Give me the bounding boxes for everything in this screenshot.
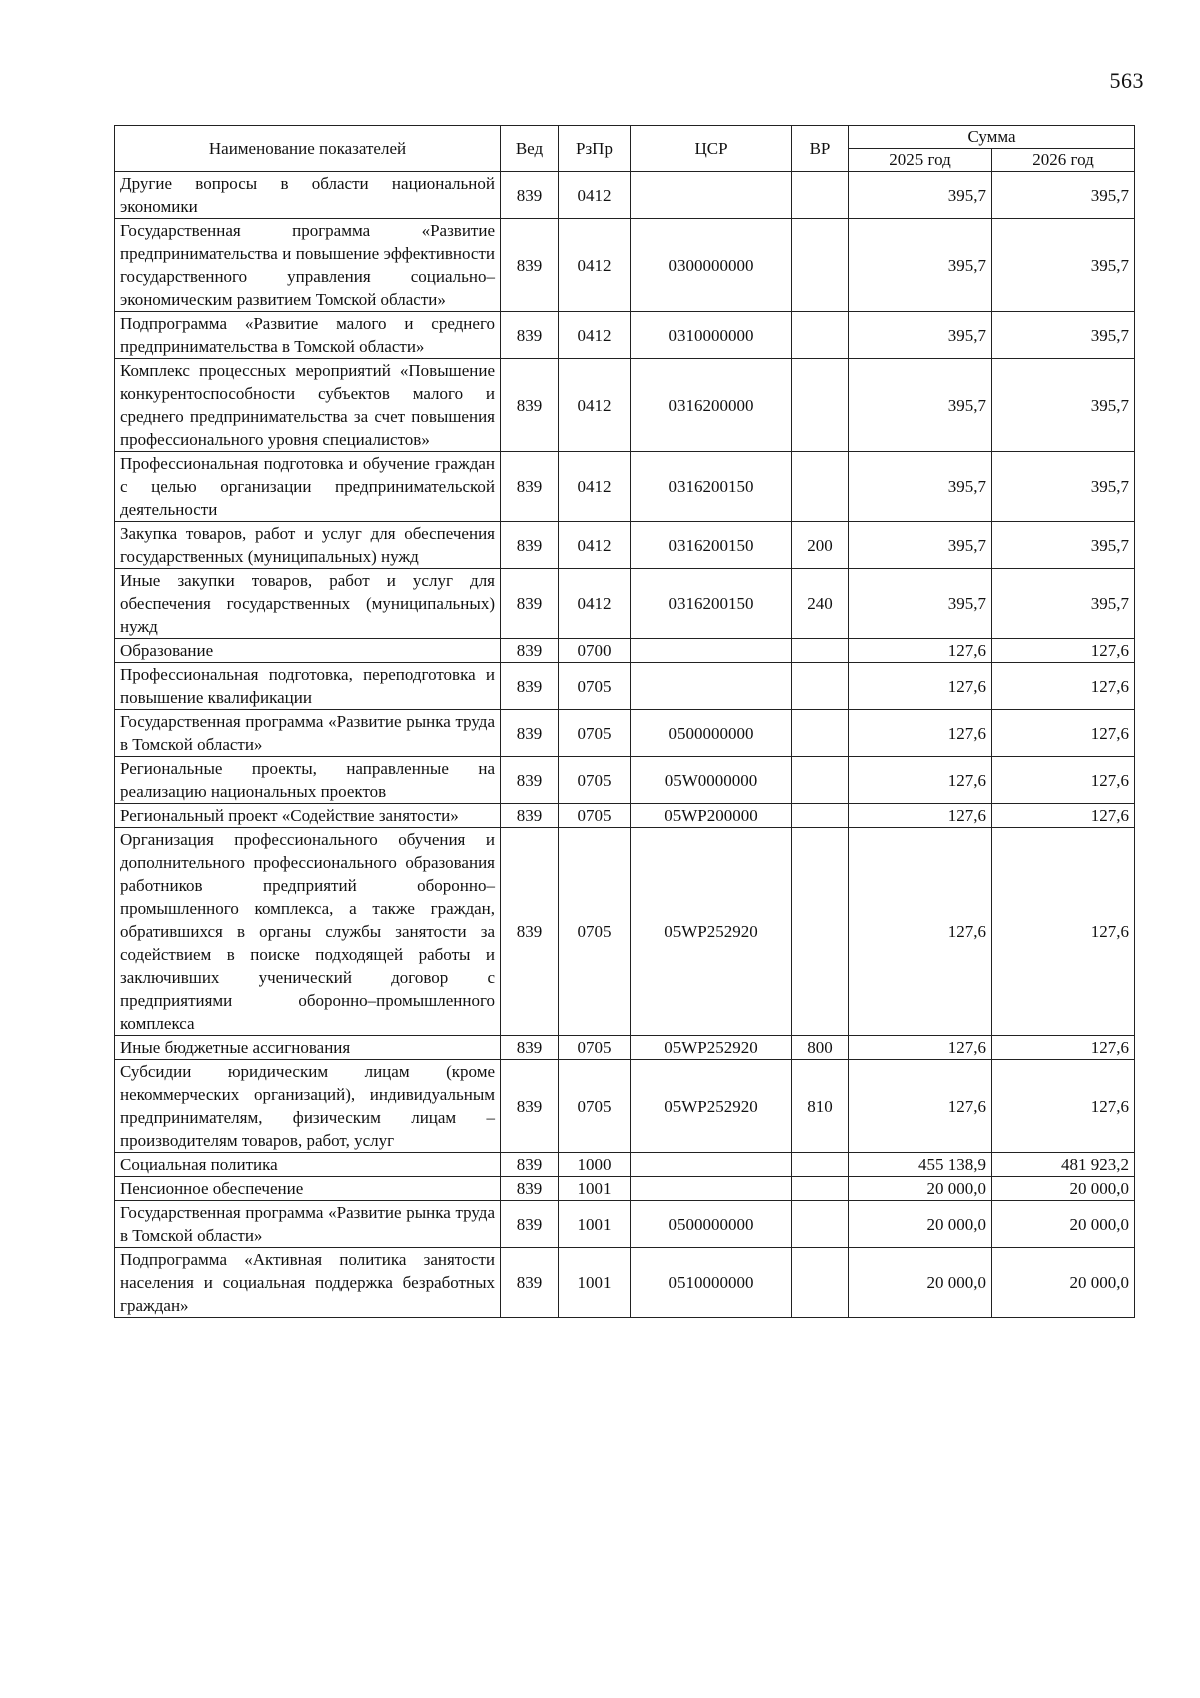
cell-sum-2025: 20 000,0 <box>849 1201 992 1248</box>
cell-ved: 839 <box>501 1036 559 1060</box>
cell-csr: 05WP252920 <box>631 1060 792 1153</box>
cell-vr: 800 <box>792 1036 849 1060</box>
cell-name: Государственная программа «Развитие рынка труда в Томской области» <box>115 710 501 757</box>
cell-sum-2026: 395,7 <box>992 312 1135 359</box>
cell-name: Государственная программа «Развитие предпринимательства и повышение эффективности государственного управления социально–экономическим развитием Томской области» <box>115 219 501 312</box>
cell-csr: 0316200000 <box>631 359 792 452</box>
cell-vr <box>792 639 849 663</box>
cell-csr <box>631 1153 792 1177</box>
cell-sum-2025: 127,6 <box>849 710 992 757</box>
cell-sum-2026: 20 000,0 <box>992 1177 1135 1201</box>
cell-vr <box>792 1153 849 1177</box>
header-rzpr: РзПр <box>559 126 631 172</box>
cell-csr: 05WP252920 <box>631 828 792 1036</box>
header-sum: Сумма <box>849 126 1135 149</box>
cell-name: Закупка товаров, работ и услуг для обеспечения государственных (муниципальных) нужд <box>115 522 501 569</box>
table-row <box>115 828 1135 1036</box>
cell-sum-2025: 127,6 <box>849 757 992 804</box>
page-number: 563 <box>1109 68 1144 93</box>
cell-ved: 839 <box>501 1153 559 1177</box>
cell-csr: 0316200150 <box>631 522 792 569</box>
cell-vr <box>792 663 849 710</box>
cell-sum-2025: 395,7 <box>849 172 992 219</box>
cell-csr <box>631 639 792 663</box>
cell-name: Образование <box>115 639 501 663</box>
cell-vr <box>792 312 849 359</box>
table-row <box>115 569 1135 639</box>
cell-sum-2025: 395,7 <box>849 569 992 639</box>
cell-vr <box>792 172 849 219</box>
cell-name: Региональный проект «Содействие занятости» <box>115 804 501 828</box>
table-row <box>115 1177 1135 1201</box>
cell-csr: 0500000000 <box>631 1201 792 1248</box>
cell-rzpr: 0705 <box>559 1060 631 1153</box>
cell-sum-2026: 395,7 <box>992 172 1135 219</box>
cell-csr: 05WP252920 <box>631 1036 792 1060</box>
table-header <box>115 126 1135 172</box>
cell-rzpr: 0412 <box>559 172 631 219</box>
cell-ved: 839 <box>501 757 559 804</box>
table-body <box>115 172 1135 1318</box>
cell-rzpr: 0705 <box>559 804 631 828</box>
cell-vr <box>792 1177 849 1201</box>
cell-sum-2025: 127,6 <box>849 1036 992 1060</box>
cell-sum-2026: 20 000,0 <box>992 1201 1135 1248</box>
cell-name: Подпрограмма «Активная политика занятости населения и социальная поддержка безработных граждан» <box>115 1248 501 1318</box>
cell-name: Пенсионное обеспечение <box>115 1177 501 1201</box>
cell-rzpr: 0705 <box>559 710 631 757</box>
cell-csr: 05WP200000 <box>631 804 792 828</box>
cell-ved: 839 <box>501 312 559 359</box>
table-row <box>115 757 1135 804</box>
cell-rzpr: 0705 <box>559 757 631 804</box>
cell-ved: 839 <box>501 1248 559 1318</box>
cell-sum-2025: 395,7 <box>849 359 992 452</box>
cell-ved: 839 <box>501 219 559 312</box>
cell-name: Субсидии юридическим лицам (кроме некоммерческих организаций), индивидуальным предпринимателям, физическим лицам – производителям товаров, работ, услуг <box>115 1060 501 1153</box>
table-row <box>115 710 1135 757</box>
cell-sum-2025: 127,6 <box>849 828 992 1036</box>
header-csr: ЦСР <box>631 126 792 172</box>
cell-name: Профессиональная подготовка, переподготовка и повышение квалификации <box>115 663 501 710</box>
table-row <box>115 312 1135 359</box>
cell-vr <box>792 757 849 804</box>
cell-rzpr: 0700 <box>559 639 631 663</box>
cell-name: Комплекс процессных мероприятий «Повышение конкурентоспособности субъектов малого и среднего предпринимательства за счет повышения профессионального уровня специалистов» <box>115 359 501 452</box>
cell-name: Государственная программа «Развитие рынка труда в Томской области» <box>115 1201 501 1248</box>
cell-sum-2025: 127,6 <box>849 1060 992 1153</box>
table-row <box>115 804 1135 828</box>
cell-name: Иные закупки товаров, работ и услуг для обеспечения государственных (муниципальных) нужд <box>115 569 501 639</box>
cell-rzpr: 0412 <box>559 522 631 569</box>
header-year-2025: 2025 год <box>849 149 992 172</box>
cell-rzpr: 0412 <box>559 219 631 312</box>
cell-name: Профессиональная подготовка и обучение граждан с целью организации предпринимательской деятельности <box>115 452 501 522</box>
cell-ved: 839 <box>501 569 559 639</box>
table-row <box>115 639 1135 663</box>
cell-rzpr: 0412 <box>559 452 631 522</box>
cell-sum-2026: 127,6 <box>992 1060 1135 1153</box>
table-row <box>115 522 1135 569</box>
cell-ved: 839 <box>501 359 559 452</box>
cell-sum-2025: 127,6 <box>849 804 992 828</box>
cell-sum-2025: 455 138,9 <box>849 1153 992 1177</box>
cell-ved: 839 <box>501 663 559 710</box>
cell-sum-2025: 395,7 <box>849 312 992 359</box>
cell-ved: 839 <box>501 828 559 1036</box>
cell-rzpr: 0705 <box>559 1036 631 1060</box>
cell-ved: 839 <box>501 1060 559 1153</box>
cell-csr: 0316200150 <box>631 569 792 639</box>
cell-csr: 0510000000 <box>631 1248 792 1318</box>
cell-rzpr: 0412 <box>559 312 631 359</box>
cell-csr: 0316200150 <box>631 452 792 522</box>
table-row <box>115 219 1135 312</box>
cell-vr <box>792 452 849 522</box>
cell-ved: 839 <box>501 710 559 757</box>
cell-ved: 839 <box>501 639 559 663</box>
cell-name: Организация профессионального обучения и дополнительного профессионального образования работников предприятий оборонно–промышленного комплекса, а также граждан, обратившихся в органы службы занятости за содействием в поиске подходящей работы и заключивших ученический договор с предприятиями оборонно–промышленного комплекса <box>115 828 501 1036</box>
cell-rzpr: 1001 <box>559 1177 631 1201</box>
cell-sum-2026: 481 923,2 <box>992 1153 1135 1177</box>
cell-vr: 200 <box>792 522 849 569</box>
cell-sum-2026: 127,6 <box>992 639 1135 663</box>
table-row <box>115 1248 1135 1318</box>
cell-vr <box>792 804 849 828</box>
table-row <box>115 1036 1135 1060</box>
budget-table <box>114 125 1135 1318</box>
cell-rzpr: 0412 <box>559 359 631 452</box>
cell-name: Иные бюджетные ассигнования <box>115 1036 501 1060</box>
cell-vr <box>792 710 849 757</box>
cell-sum-2026: 127,6 <box>992 1036 1135 1060</box>
header-year-2026: 2026 год <box>992 149 1135 172</box>
cell-sum-2025: 395,7 <box>849 219 992 312</box>
table-row <box>115 663 1135 710</box>
cell-csr: 0310000000 <box>631 312 792 359</box>
cell-csr <box>631 663 792 710</box>
cell-sum-2025: 20 000,0 <box>849 1248 992 1318</box>
table-row <box>115 1153 1135 1177</box>
cell-csr <box>631 172 792 219</box>
cell-csr: 0300000000 <box>631 219 792 312</box>
cell-sum-2026: 20 000,0 <box>992 1248 1135 1318</box>
cell-vr: 240 <box>792 569 849 639</box>
cell-rzpr: 1000 <box>559 1153 631 1177</box>
cell-ved: 839 <box>501 172 559 219</box>
cell-sum-2026: 127,6 <box>992 663 1135 710</box>
table-row <box>115 1201 1135 1248</box>
cell-sum-2026: 395,7 <box>992 522 1135 569</box>
header-name: Наименование показателей <box>115 126 501 172</box>
cell-vr <box>792 1248 849 1318</box>
cell-csr: 05W0000000 <box>631 757 792 804</box>
cell-ved: 839 <box>501 522 559 569</box>
header-vr: ВР <box>792 126 849 172</box>
table-row <box>115 359 1135 452</box>
cell-name: Региональные проекты, направленные на реализацию национальных проектов <box>115 757 501 804</box>
cell-ved: 839 <box>501 452 559 522</box>
header-ved: Вед <box>501 126 559 172</box>
cell-rzpr: 1001 <box>559 1248 631 1318</box>
cell-name: Другие вопросы в области национальной экономики <box>115 172 501 219</box>
cell-sum-2026: 395,7 <box>992 359 1135 452</box>
cell-ved: 839 <box>501 804 559 828</box>
cell-vr: 810 <box>792 1060 849 1153</box>
cell-rzpr: 0412 <box>559 569 631 639</box>
cell-sum-2026: 395,7 <box>992 219 1135 312</box>
cell-name: Подпрограмма «Развитие малого и среднего предпринимательства в Томской области» <box>115 312 501 359</box>
cell-vr <box>792 219 849 312</box>
cell-sum-2025: 395,7 <box>849 452 992 522</box>
cell-ved: 839 <box>501 1177 559 1201</box>
table-row <box>115 1060 1135 1153</box>
cell-vr <box>792 359 849 452</box>
cell-ved: 839 <box>501 1201 559 1248</box>
cell-rzpr: 0705 <box>559 663 631 710</box>
cell-sum-2026: 127,6 <box>992 828 1135 1036</box>
cell-csr <box>631 1177 792 1201</box>
cell-name: Социальная политика <box>115 1153 501 1177</box>
cell-sum-2026: 395,7 <box>992 452 1135 522</box>
cell-rzpr: 0705 <box>559 828 631 1036</box>
cell-sum-2026: 395,7 <box>992 569 1135 639</box>
table-row <box>115 172 1135 219</box>
cell-sum-2026: 127,6 <box>992 804 1135 828</box>
cell-vr <box>792 828 849 1036</box>
cell-sum-2025: 127,6 <box>849 663 992 710</box>
cell-csr: 0500000000 <box>631 710 792 757</box>
table-row <box>115 452 1135 522</box>
cell-sum-2026: 127,6 <box>992 710 1135 757</box>
cell-sum-2025: 20 000,0 <box>849 1177 992 1201</box>
cell-rzpr: 1001 <box>559 1201 631 1248</box>
cell-sum-2025: 395,7 <box>849 522 992 569</box>
cell-vr <box>792 1201 849 1248</box>
cell-sum-2026: 127,6 <box>992 757 1135 804</box>
cell-sum-2025: 127,6 <box>849 639 992 663</box>
